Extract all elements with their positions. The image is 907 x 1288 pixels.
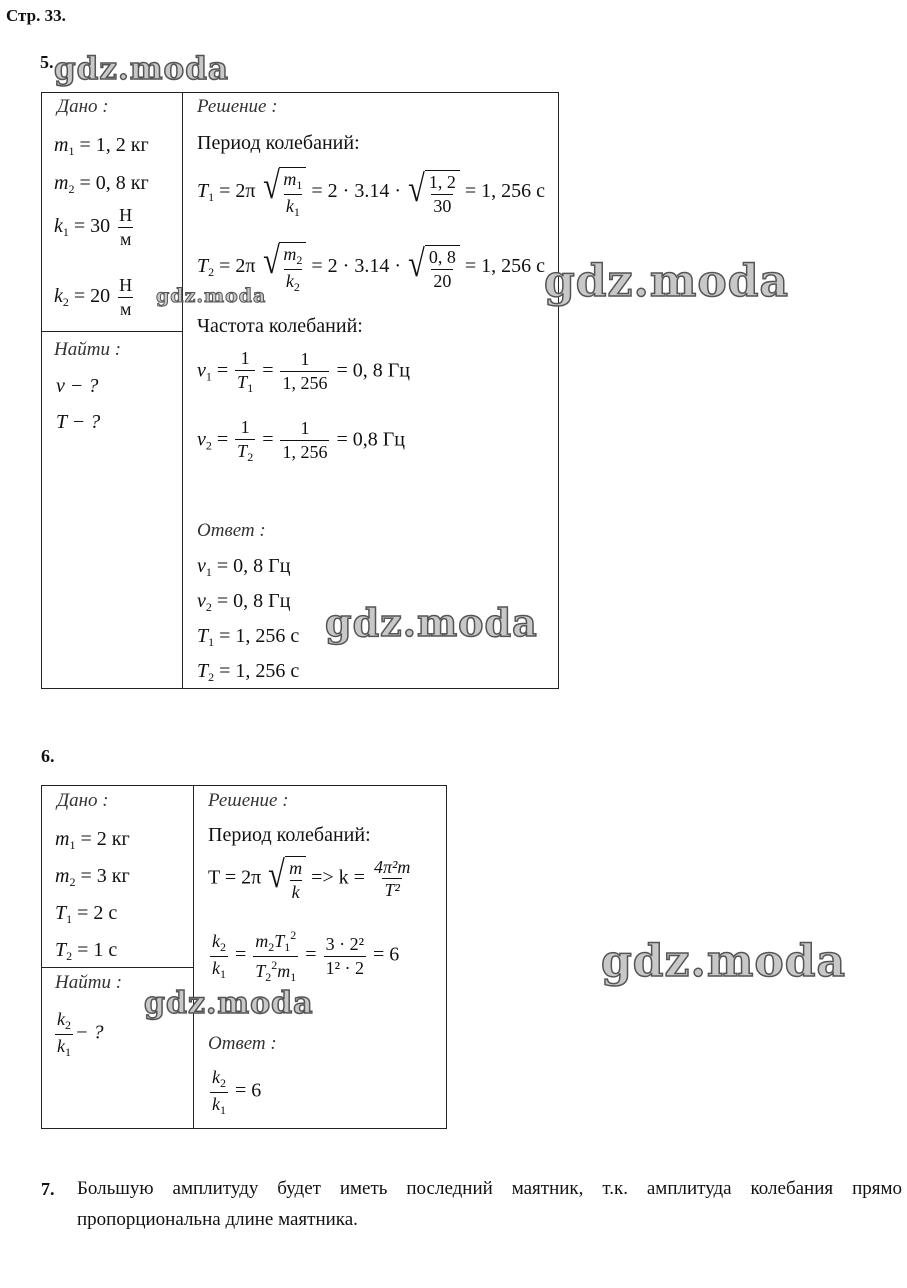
task5-solution-label: Решение : — [197, 96, 278, 117]
task6-formula1: T = 2π √ $\frac{m}{k}$ => k = $\frac{\text{4π²m}}{\text{T²}}$ — [208, 854, 411, 902]
task5-period-heading: Период колебаний: — [197, 132, 360, 154]
task6-answer: $\frac{k_2}{k_1}$ = 6 — [212, 1067, 262, 1117]
task5-m2: $m_2 = 0$, 8 кг — [54, 172, 149, 196]
watermark-logo: gdz.moda — [325, 600, 538, 645]
task6-formula2: $\frac{k_2}{k_1}$ = $\frac{m_2T_1^2}{T_2^2m_1}$ = $\frac{\text{3 · 2²}}{\text{1² · 2}}$ = 6 — [212, 928, 400, 984]
task5-answer-T1: $T_1 = 1$, 256 с — [197, 625, 300, 649]
task5-nu2-formula: $\nu_2$ = $\frac{1}{T_2}$ = $\frac{1}{1, 256}$ = 0,8 Гц — [197, 417, 406, 464]
task6-given-label: Дано : — [57, 790, 109, 811]
task6-T2: $T_2 = 1$ с — [55, 939, 118, 963]
task5-find-nu: ν − ? — [56, 375, 99, 397]
task5-nu1-formula: $\nu_1$ = $\frac{1}{T_1}$ = $\frac{1}{1, 256}$ = 0, 8 Гц — [197, 348, 411, 395]
watermark-logo: gdz.moda — [144, 986, 314, 1021]
task6-solution-label: Решение : — [208, 790, 289, 811]
watermark-logo: gdz.moda — [544, 256, 790, 307]
task5-T1-formula: $T_1 = 2\pi$ √ $\frac{m_1}{k_1}$ = 2 · 3.14 · √ $\frac{1, 2}{30}$ = 1, 256 с — [197, 165, 545, 219]
task5-answer-label: Ответ : — [197, 520, 266, 541]
task5-k1: $k_1 = 30$ $\frac{Н}{м}$ — [54, 205, 133, 249]
task5-divider — [182, 92, 183, 689]
task5-given-find-divider — [41, 331, 182, 332]
task6-period-heading: Период колебаний: — [208, 824, 371, 846]
task5-freq-heading: Частота колебаний: — [197, 315, 363, 337]
task5-given-label: Дано : — [57, 96, 109, 117]
task5-k2: $k_2 = 20$ $\frac{Н}{м}$ — [54, 275, 133, 319]
task7-text: Большую амплитуду будет иметь последний маятник, т.к. амплитуда колебания прямо пропорциональна длине маятника. — [77, 1178, 902, 1230]
task5-answer-nu2: $\nu_2 = 0$, 8 Гц — [197, 590, 291, 614]
task5-T2-formula: $T_2 = 2\pi$ √ $\frac{m_2}{k_2}$ = 2 · 3.14 · √ $\frac{0, 8}{20}$ = 1, 256 с — [197, 240, 545, 294]
task7-number: 7. — [41, 1179, 55, 1199]
task5-answer-T2: $T_2 = 1$, 256 с — [197, 660, 300, 684]
watermark-logo: gdz.moda — [156, 285, 267, 307]
task6-number: 6. — [41, 746, 55, 766]
task6-m2: $m_2 = 3$ кг — [55, 865, 130, 889]
task5-m1: $m_1 = 1$, 2 кг — [54, 134, 149, 158]
task5-find-label: Найти : — [54, 339, 122, 360]
task5-find-T: T − ? — [56, 411, 101, 433]
task6-m1: $m_1 = 2$ кг — [55, 828, 130, 852]
watermark-logo: gdz.moda — [601, 936, 847, 987]
task6-find-ratio: $\frac{k_2}{k_1}$ − ? — [57, 1009, 104, 1059]
task6-T1: $T_1 = 2$ с — [55, 902, 118, 926]
page-header: Стр. 33. — [6, 6, 66, 25]
task6-find-label: Найти : — [55, 972, 123, 993]
task6-divider — [193, 785, 194, 1129]
watermark-logo: gdz.moda — [54, 51, 229, 87]
task5-number: 5. — [40, 52, 54, 72]
task6-answer-label: Ответ : — [208, 1033, 277, 1054]
task6-given-find-divider — [41, 967, 193, 968]
task5-answer-nu1: $\nu_1 = 0$, 8 Гц — [197, 555, 291, 579]
